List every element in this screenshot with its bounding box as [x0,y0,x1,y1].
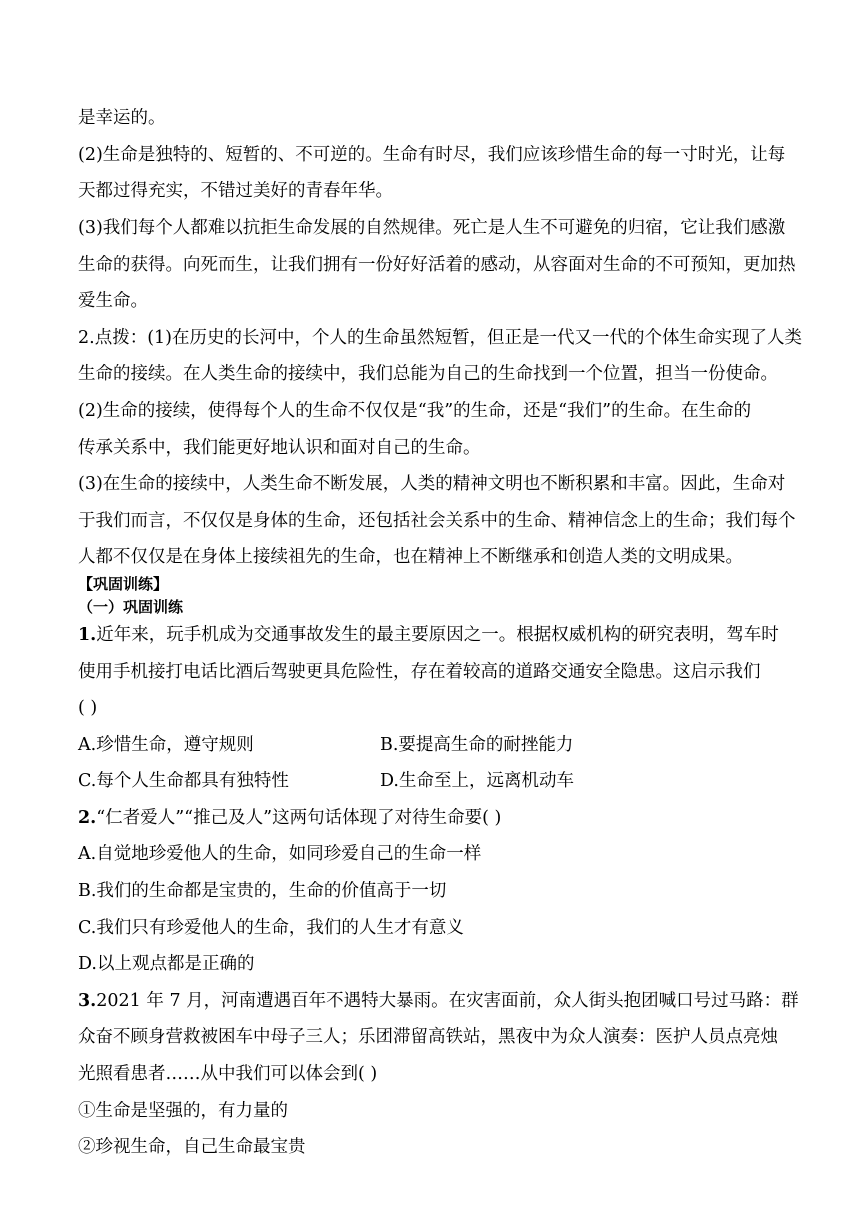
question-number: 2. [78,808,97,828]
subsection-title: （一）巩固训练 [78,598,184,616]
option-d: D.生命至上，远离机动车 [380,771,574,791]
question-1-text: 近年来，玩手机成为交通事故发生的最主要原因之一。根据权威机构的研究表明，驾车时 [96,625,779,645]
question-2-line [78,806,501,830]
paragraph-line: 生命的获得。向死而生，让我们拥有一份好好活着的感动，从容面对生命的不可预知，更加热 [78,255,796,275]
paragraph-line: 传承关系中，我们能更好地认识和面对自己的生命。 [78,438,481,458]
paragraph-line: 光照看患者……从中我们可以体会到( ) [78,1064,378,1084]
question-3-text: 2021 年 7 月，河南遭遇百年不遇特大暴雨。在灾害面前，众人街头抱团喊口号过马路：群 [96,991,799,1011]
paragraph-line: 使用手机接打电话比酒后驾驶更具危险性，存在着较高的道路交通安全隐患。这启示我们 [78,662,761,682]
question-3-line [78,989,799,1013]
paragraph-line: (3)在生命的接续中，人类生命不断发展，人类的精神文明也不断积累和丰富。因此，生命对 [78,474,786,494]
paragraph-line: 人都不仅仅是在身体上接续祖先的生命，也在精神上不断继承和创造人类的文明成果。 [78,547,743,567]
option-c: C.我们只有珍爱他人的生命，我们的人生才有意义 [78,918,464,938]
paragraph-line: 于我们而言，不仅仅是身体的生命，还包括社会关系中的生命、精神信念上的生命；我们每个 [78,511,796,531]
question-number: 1. [78,625,97,645]
option-d: D.以上观点都是正确的 [78,954,255,974]
paragraph-line: (2)生命是独特的、短暂的、不可逆的。生命有时尽，我们应该珍惜生命的每一寸时光，让每 [78,145,786,165]
section-title: 【巩固训练】 [78,575,169,593]
statement-2: ②珍视生命，自己生命最宝贵 [78,1137,306,1157]
paragraph-line: 是幸运的。 [78,108,166,128]
paragraph-line: 爱生命。 [78,291,148,311]
paragraph-line: 生命的接续。在人类生命的接续中，我们总能为自己的生命找到一个位置，担当一份使命。 [78,364,778,384]
option-a: A.自觉地珍爱他人的生命，如同珍爱自己的生命一样 [78,844,482,864]
question-1-line [78,623,779,647]
paragraph-line: (2)生命的接续，使得每个人的生命不仅仅是“我”的生命，还是“我们”的生命。在生命的 [78,401,752,421]
paragraph-line: 2.点拨：(1)在历史的长河中，个人的生命虽然短暂，但正是一代又一代的个体生命实现了人类 [78,328,802,348]
statement-1: ①生命是坚强的，有力量的 [78,1101,288,1121]
option-b: B.我们的生命都是宝贵的，生命的价值高于一切 [78,881,447,901]
option-a: A.珍惜生命，遵守规则 [78,735,254,755]
paragraph-line: (3)我们每个人都难以抗拒生命发展的自然规律。死亡是人生不可避免的归宿，它让我们感激 [78,218,786,238]
paragraph-line: 众奋不顾身营救被困车中母子三人；乐团滞留高铁站，黑夜中为众人演奏：医护人员点亮烛 [78,1027,778,1047]
answer-blank: ( ) [78,698,98,718]
option-c: C.每个人生命都具有独特性 [78,771,289,791]
option-b: B.要提高生命的耐挫能力 [380,735,574,755]
question-2-text: “仁者爱人”“推己及人”这两句话体现了对待生命要( ) [96,808,502,828]
question-number: 3. [78,991,97,1011]
paragraph-line: 天都过得充实，不错过美好的青春年华。 [78,181,393,201]
